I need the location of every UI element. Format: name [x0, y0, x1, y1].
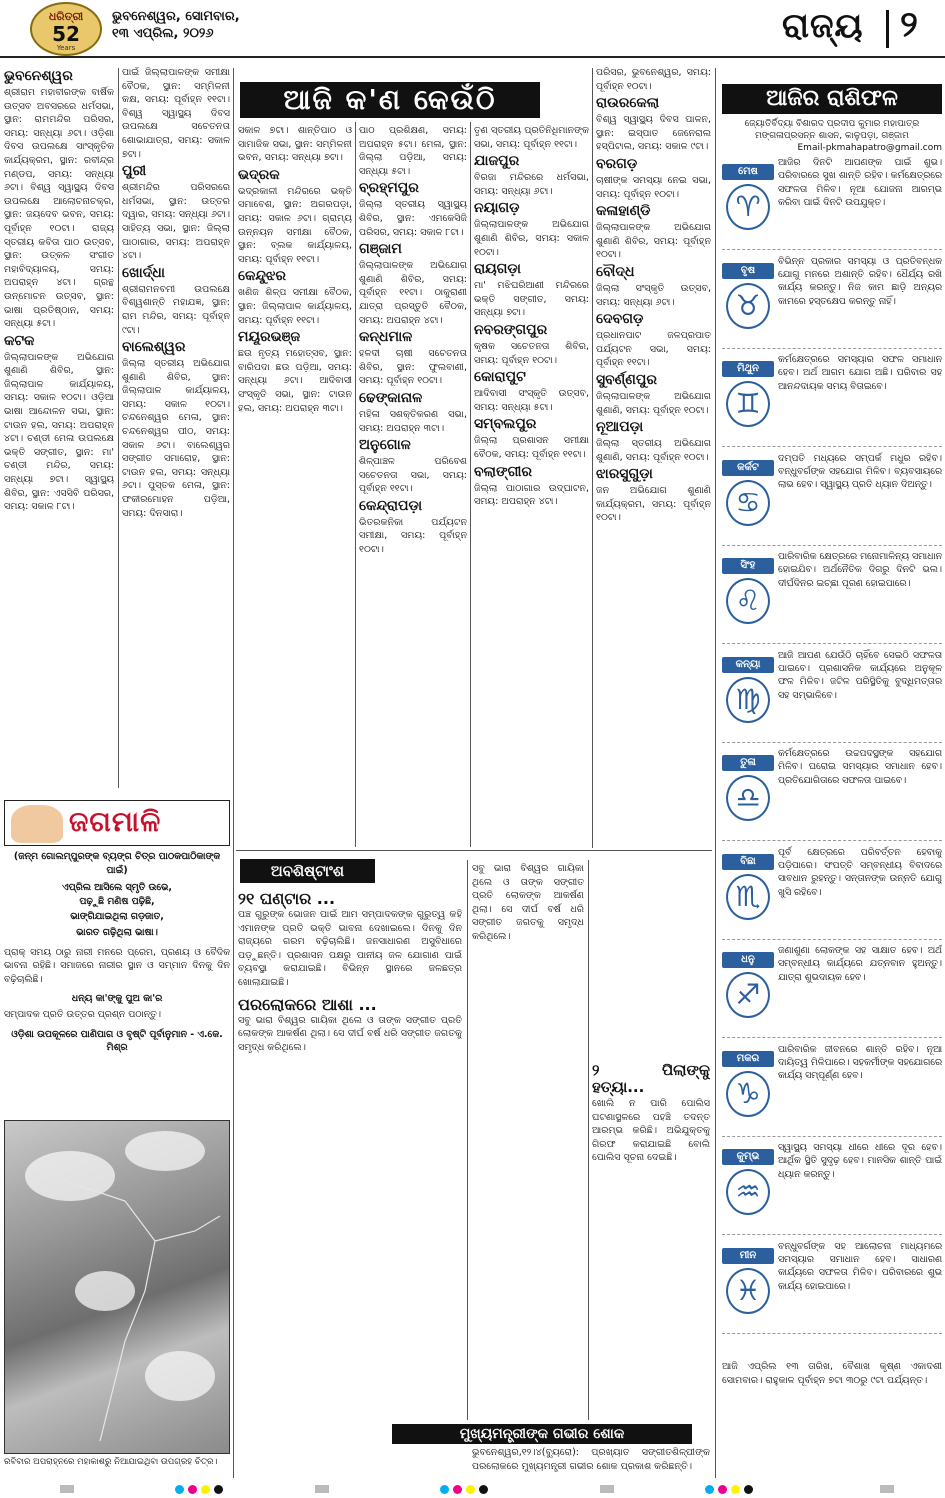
district-heading: ଢେଙ୍କାନାଳ — [359, 389, 423, 406]
horoscope-sign — [722, 747, 942, 842]
district-heading: ନୟାଗଡ଼ — [474, 200, 520, 217]
column-rule — [355, 122, 356, 847]
sign-name: ମିଥୁନ — [722, 361, 774, 377]
events-column-4 — [359, 124, 467, 846]
sign-prediction: ପାରିବାରିକ କ୍ଷେତ୍ରରେ ମନୋମାଳିନ୍ୟ ସମାଧାନ ହୋଇଯିବ। ଅର୍ଥନୈତିକ ଦିଗରୁ ଦିନଟି ଭଲ। ଦୀର୍ଘଦିନର ଇଚ୍ଛା ପୂରଣ ହୋଇପାରେ। — [778, 551, 942, 589]
black-dot — [479, 1485, 488, 1494]
district-heading: ଅନୁଗୋଳ — [359, 437, 411, 454]
sign-divider — [722, 1333, 942, 1334]
sign-name: କର୍କଟ — [722, 460, 774, 476]
sign-name: ସିଂହ — [722, 558, 774, 574]
newspaper-logo — [30, 2, 102, 56]
event-listing: ଜନ ଅଭିଯୋଗ ଶୁଣାଣି କାର୍ଯ୍ୟକ୍ରମ, ସମୟ: ପୂର୍ବାହ୍ନ ୧୦ଟା। — [596, 485, 711, 524]
cartoon-figures — [11, 805, 63, 843]
events-banner: ଆଜି କ'ଣ କେଉଁଠି — [240, 82, 540, 118]
event-listing: ଜିଲ୍ଲାପାଳଙ୍କ ଅଭିଯୋଗ ଶୁଣାଣି ଶିବିର, ସମୟ: ପୂର୍ବାହ୍ନ ୧୧ଟା। ଠାକୁରାଣୀ ଯାତ୍ରା ପ୍ରସ୍ତୁତି ବୈଠକ, ସମୟ: ଅପରାହ୍ନ ୪ଟା। — [359, 260, 467, 326]
district-heading: ଝାରସୁଗୁଡ଼ା — [596, 466, 653, 483]
sign-name: ତୁଳା — [722, 755, 774, 771]
magenta-dot — [453, 1485, 462, 1494]
horoscope-title: ଆଜିର ରାଶିଫଳ — [722, 84, 942, 114]
district-heading: ରାୟଗଡ଼ା — [474, 261, 521, 278]
continued-column-1 — [238, 888, 462, 1478]
events-column-5 — [474, 124, 589, 846]
event-listing: ବିରଜା ମନ୍ଦିରରେ ଧର୍ମସଭା, ସମୟ: ସନ୍ଧ୍ୟା ୬ଟା। — [474, 172, 589, 197]
horoscope-sign — [722, 452, 942, 547]
story-body: ସବୁ ଭାରା ବିଶ୍ୱର ଗାୟିକା ଥିଲେ ଓ ତାଙ୍କ ସଙ୍ଗୀତ ପ୍ରତି ଲୋକଙ୍କ ଆକର୍ଷଣ ଥିଲା। ସେ ଦୀର୍ଘ ବର୍ଷ ଧରି ସଙ୍ଗୀତ ଜଗତକୁ ସମୃଦ୍ଧ କରିଥିଲେ। — [472, 863, 584, 942]
column-rule — [592, 68, 593, 848]
story-body: ଖୋଲି ନ ପାରି ପୋଲିସ ଘଟଣାସ୍ଥଳରେ ପହଞ୍ଚି ତଦନ୍ତ ଆରମ୍ଭ କରିଛି। ଅଭିଯୁକ୍ତକୁ ଗିରଫ କରାଯାଇଛି ବୋଲି ପୋଲିସ ସୂଚନା ଦେଇଛି। — [592, 1098, 710, 1164]
zodiac-icon: ♓ — [726, 1268, 770, 1314]
sign-name: ମେଷ — [722, 164, 774, 180]
horoscope-sign — [722, 649, 942, 744]
event-listing: ଜିଲ୍ଲାପାଳଙ୍କ ଅଭିଯୋଗ ଶୁଣାଣି ଶିବିର, ସମୟ: ସକାଳ ୧୦ଟା। — [474, 219, 589, 258]
district-heading: ଦେବଗଡ଼ — [596, 311, 644, 328]
events-column-6 — [596, 66, 711, 846]
yellow-dot — [201, 1485, 210, 1494]
horoscope-byline — [722, 118, 942, 154]
sign-divider — [722, 348, 942, 349]
event-listing: ପାଇଁ ଜିଲ୍ଲାପାଳଙ୍କ ସମୀକ୍ଷା ବୈଠକ, ସ୍ଥାନ: ସମ୍ମିଳନୀ କକ୍ଷ, ସମୟ: ପୂର୍ବାହ୍ନ ୧୧ଟା। ବିଶ୍ୱ ସ୍ୱାସ୍ଥ୍ୟ ଦିବସ ଉପଲକ୍ଷେ ସଚେତନତା ଶୋଭାଯାତ୍ରା, ସମୟ: ସକାଳ ୭ଟା। — [122, 67, 230, 160]
jagamali-poem-line: ପଢ଼ୁଛି ମଣିଷ ପଢ଼ିଛି, — [79, 895, 155, 907]
column-rule — [588, 860, 589, 1420]
event-listing: ଜିଲ୍ଲା ସ୍ତରୀୟ ସ୍ୱାସ୍ଥ୍ୟ ଶିବିର, ସ୍ଥାନ: ଏମକେସିଜି ପରିସର, ସମୟ: ସକାଳ ୮ଟା। — [359, 199, 467, 238]
horoscope-sign — [722, 846, 942, 941]
district-heading: ସୁବର୍ଣ୍ଣପୁର — [596, 371, 657, 388]
story-body: ପଞ୍ଚ ଗୁରୁଙ୍କ ଭୋଜନ ପାଇଁ ଆମ ସମ୍ପାଦକଙ୍କ ଗୁରୁତ୍ୱ କହି ଏମାନଙ୍କ ପ୍ରତି ଭକ୍ତି ଭାବନା ଦେଖାଇଲେ। ଦିନକୁ ଦିନ ରାଜ୍ୟରେ ଗରମ ବଢ଼ିଚାଲିଛି। ଜନସାଧାରଣ ଅସୁବିଧାରେ ପଡ଼ୁଛନ୍ତି। ପ୍ରଶାସନ ପକ୍ଷରୁ ପାନୀୟ ଜଳ ଯୋଗାଣ ପାଇଁ ବ୍ୟବସ୍ଥା କରାଯାଇଛି। ବିଭିନ୍ନ ସ୍ଥାନରେ ଜଳଛତ୍ର ଖୋଲାଯାଇଛି। — [238, 909, 462, 988]
black-dot — [214, 1485, 223, 1494]
sign-divider — [722, 446, 942, 447]
sign-divider — [722, 840, 942, 841]
cyan-dot — [175, 1485, 184, 1494]
satellite-weather-image — [4, 1120, 230, 1454]
jagamali-quote: ଧନ୍ୟ କା'ଙ୍କୁ ପୁଅ କା'ର — [71, 993, 163, 1005]
jagamali-subtitle: (ଜନ୍ମ ଗୋଲମ୍ପୁରଙ୍କ ବ୍ୟଙ୍ଗ ଚିତ୍ର ପାଠକପାଠିକାଙ୍କ ପାଇଁ) — [13, 851, 221, 876]
event-listing: ଜିଲ୍ଲାପାଳଙ୍କ ଅଭିଯୋଗ ଶୁଣାଣି ଶିବିର, ସମୟ: ପୂର୍ବାହ୍ନ ୧୦ଟା। — [596, 222, 711, 261]
story-title: ୨ ପିଲାଙ୍କୁ ହତ୍ୟା... — [592, 1061, 710, 1096]
story-body: ଭୁବନେଶ୍ୱର,୧୨।୪(ବ୍ୟୁରୋ): ପ୍ରଖ୍ୟାତ ସଙ୍ଗୀତଶିଳ୍ପୀଙ୍କ ପରଲୋକରେ ମୁଖ୍ୟମନ୍ତ୍ରୀ ଗଭୀର ଶୋକ ପ୍ରକାଶ କରିଛନ୍ତି। — [472, 1447, 710, 1472]
zodiac-icon: ♎ — [726, 775, 770, 821]
event-listing: ତୃଣ ସ୍ତରୀୟ ପ୍ରତିନିଧିମାନଙ୍କ ସଭା, ସମୟ: ପୂର୍ବାହ୍ନ ୧୧ଟା। — [474, 125, 589, 150]
district-heading: ବରଗଡ଼ — [596, 155, 638, 172]
logo-name: ଧରିତ୍ରୀ — [48, 10, 84, 23]
zodiac-icon: ♐ — [726, 972, 770, 1018]
event-listing: ଶିଳ୍ପାଞ୍ଚଳ ପରିବେଶ ସଚେତନତା ସଭା, ସମୟ: ପୂର୍ବାହ୍ନ ୧୧ଟା। — [359, 456, 467, 495]
magenta-dot — [718, 1485, 727, 1494]
event-listing: ଜିଲ୍ଲା ପ୍ରଶାସନ ସମୀକ୍ଷା ବୈଠକ, ସମୟ: ପୂର୍ବାହ୍ନ ୧୧ଟା। — [474, 435, 589, 460]
jagamali-note: ସମ୍ପାଦକ ପ୍ରତି ଉତ୍ତର ପ୍ରଶ୍ନ ପଠାନ୍ତୁ। — [4, 1008, 161, 1020]
district-heading: କଟକ — [4, 332, 35, 349]
event-listing: ପ୍ରଧାନପାଟ ଜଳପ୍ରପାତ ପର୍ଯ୍ୟଟନ ସଭା, ସମୟ: ପୂର୍ବାହ୍ନ ୧୧ଟା। — [596, 330, 711, 369]
event-listing: ଜିଲ୍ଲାପାଳଙ୍କ ଅଭିଯୋଗ ଶୁଣାଣି ଶିବିର, ସ୍ଥାନ: ଜିଲ୍ଲାପାଳ କାର୍ଯ୍ୟାଳୟ, ସମୟ: ସକାଳ ୧୦ଟା। ଓଡ଼ିଆ ଭାଷା ଆନ୍ଦୋଳନ ସଭା, ସ୍ଥାନ: ଟାଉନ ହଲ, ସମୟ: ଅପରାହ୍ନ ୪ଟା। ଚଣ୍ଡୀ ମେଳା ଉପଲକ୍ଷେ ଭକ୍ତି ସଙ୍ଗୀତ, ସ୍ଥାନ: ମା' ଚଣ୍ଡୀ ମନ୍ଦିର, ସମୟ: ସନ୍ଧ୍ୟା ୭ଟା। ସ୍ୱାସ୍ଥ୍ୟ ଶିବିର, ସ୍ଥାନ: ଏସସିବି ପରିସର, ସମୟ: ସକାଳ ୮ଟା। — [4, 351, 114, 513]
event-listing: କୃଷକ ସଚେତନତା ଶିବିର, ସମୟ: ପୂର୍ବାହ୍ନ ୧୦ଟା। — [474, 340, 589, 366]
section-divider — [886, 10, 889, 48]
sign-prediction: କର୍ମକ୍ଷେତ୍ରରେ ଉଚ୍ଚପଦସ୍ଥଙ୍କ ସହଯୋଗ ମିଳିବ। ଘରୋଇ ସମସ୍ୟାର ସମାଧାନ ହେବ। ପ୍ରତିଯୋଗିତାରେ ସଫଳତା ପାଇବେ। — [778, 748, 942, 786]
black-dot — [744, 1485, 753, 1494]
sign-divider — [722, 742, 942, 743]
dateline-date: ୧୩ ଏପ୍ରିଲ, ୨୦୨୬ — [112, 26, 214, 41]
sign-divider — [722, 545, 942, 546]
yellow-dot — [731, 1485, 740, 1494]
dateline — [112, 8, 240, 42]
image-caption: ରବିବାର ଅପରାହ୍ନରେ ମହାକାଶରୁ ନିଆଯାଇଥିବା ଉପଗ୍ରହ ଚିତ୍ର। — [4, 1457, 218, 1467]
story-title: ମୁଖ୍ୟମନ୍ତ୍ରୀଙ୍କ ଗଭୀର ଶୋକ — [392, 1424, 692, 1444]
column-rule — [470, 122, 471, 847]
jagamali-poem-line: ଏପ୍ରିଲ ଆସିଲେ ସ୍ମୃତି ଉଭେ, — [62, 882, 172, 894]
event-listing: ଛଉ ନୃତ୍ୟ ମହୋତ୍ସବ, ସ୍ଥାନ: ବାରିପଦା ଛଉ ପଡ଼ିଆ, ସମୟ: ସନ୍ଧ୍ୟା ୬ଟା। ଆଦିବାସୀ ସଂସ୍କୃତି ସଭା, ସ୍ଥାନ: ଟାଉନ ହଲ, ସମୟ: ଅପରାହ୍ନ ୩ଟା। — [238, 348, 352, 414]
event-listing: ମା' ମଝିଘରିଆଣୀ ମନ୍ଦିରରେ ଭକ୍ତି ସଙ୍ଗୀତ, ସମୟ: ସନ୍ଧ୍ୟା ୭ଟା। — [474, 280, 589, 319]
story-body: ସବୁ ଭାରା ବିଶ୍ୱର ଗାୟିକା ଥିଲେ ଓ ତାଙ୍କ ସଙ୍ଗୀତ ପ୍ରତି ଲୋକଙ୍କ ଆକର୍ଷଣ ଥିଲା। ସେ ଦୀର୍ଘ ବର୍ଷ ଧରି ସଙ୍ଗୀତ ଜଗତକୁ ସମୃଦ୍ଧ କରିଥିଲେ। — [238, 1014, 462, 1053]
event-listing: ପାଠ ପ୍ରଶିକ୍ଷଣ, ସମୟ: ଅପରାହ୍ନ ୫ଟା। ମେଳା, ସ୍ଥାନ: ଜିଲ୍ଲା ପଡ଼ିଆ, ସମୟ: ସନ୍ଧ୍ୟା ୫ଟା। — [359, 125, 467, 177]
sign-name: କନ୍ୟା — [722, 657, 774, 673]
event-listing: ଶ୍ରୀମନ୍ଦିର ପରିସରରେ ଧର୍ମସଭା, ସ୍ଥାନ: ଉତ୍ତର ଦ୍ୱାର, ସମୟ: ସନ୍ଧ୍ୟା ୬ଟା। ସାହିତ୍ୟ ସଭା, ସ୍ଥାନ: ଜିଲ୍ଲା ପାଠାଗାର, ସମୟ: ଅପରାହ୍ନ ୪ଟା। — [122, 182, 230, 262]
registration-bar — [600, 1485, 614, 1493]
sign-prediction: କର୍ମକ୍ଷେତ୍ରରେ ସମସ୍ୟାର ସଫଳ ସମାଧାନ ହେବ। ଅର୍ଥ ଆଗମ ଯୋଗ ଅଛି। ପରିବାର ସହ ଆନନ୍ଦଦାୟକ ସମୟ ବିତାଇବେ। — [778, 354, 942, 392]
sign-divider — [722, 643, 942, 644]
event-listing: ଆଦିବାସୀ ସଂସ୍କୃତି ଉତ୍ସବ, ସମୟ: ସନ୍ଧ୍ୟା ୫ଟା। — [474, 388, 589, 413]
story-title: ୨୧ ଘଣ୍ଟାର ... — [238, 889, 336, 908]
sign-divider — [722, 249, 942, 250]
sign-prediction: ଆଜି ଆପଣ ଯେଉଁଠି ଚାହିଁବେ ସେଇଠି ସଫଳତା ପାଇବେ। ପ୍ରଶାସନିକ କାର୍ଯ୍ୟରେ ଅନୁକୂଳ ଫଳ ମିଳିବ। ଜଟିଳ ପରିସ୍ଥିତିକୁ ବୁଦ୍ଧିମତ୍ତାର ସହ ସମ୍ଭାଳିବେ। — [778, 649, 942, 701]
district-heading: ଭୁବନେଶ୍ୱର — [4, 68, 73, 84]
astrologer-email: Email-pkmahapatro@gmail.com — [797, 143, 942, 153]
district-heading: ନୂଆପଡ଼ା — [596, 419, 644, 436]
continued-column-2 — [472, 862, 584, 1422]
horoscope-sign — [722, 550, 942, 645]
jagamali-poem-line: ଭାଙ୍ଗିଯାଇଥିଲା ଗଡ଼ଜାତ, — [70, 911, 164, 923]
sign-name: ଧନୁ — [722, 952, 774, 968]
sign-prediction: ଦମ୍ପତି ମଧ୍ୟରେ ସମ୍ପର୍କ ମଧୁର ରହିବ। ବନ୍ଧୁବର୍ଗଙ୍କ ସହଯୋଗ ମିଳିବ। ବ୍ୟବସାୟରେ ଲାଭ ହେବ। ସ୍ୱାସ୍ଥ୍ୟ ପ୍ରତି ଧ୍ୟାନ ଦିଅନ୍ତୁ। — [778, 452, 942, 491]
sign-name: ବିଛା — [722, 854, 774, 870]
jagamali-poem-line: ଭାରତ ଗଢ଼ିଥିଲା ଭାଷା। — [76, 926, 158, 938]
weather-caption: ଓଡ଼ିଶା ଉପକୂଳରେ ପାଣିପାଗ ଓ ବୃଷ୍ଟି ପୂର୍ବାନୁମାନ - ଏ.କେ. ମିଶ୍ର — [11, 1028, 223, 1054]
district-heading: ଯାଜପୁର — [474, 153, 520, 170]
sign-name: ବୃଷ — [722, 263, 774, 279]
horoscope-sign — [722, 353, 942, 448]
horoscope-sign — [722, 156, 942, 251]
sign-divider — [722, 1136, 942, 1137]
continued-stories-tag: ଅବଶିଷ୍ଟାଂଶ — [240, 859, 375, 883]
sign-divider — [722, 1234, 942, 1235]
sign-prediction: ଜଣାଶୁଣା ଲୋକଙ୍କ ସହ ସାକ୍ଷାତ ହେବ। ଅର୍ଥ ସମ୍ବନ୍ଧୀୟ କାର୍ଯ୍ୟରେ ଯତ୍ନବାନ ହୁଅନ୍ତୁ। ଯାତ୍ରା ଶୁଭଦାୟକ ହେବ। — [778, 945, 942, 983]
event-listing: ଜିଲ୍ଲା ସ୍ତରୀୟ ଅଭିଯୋଗ ଶୁଣାଣି, ସମୟ: ପୂର୍ବାହ୍ନ ୧୦ଟା। — [596, 438, 711, 463]
sign-name: ମକର — [722, 1051, 774, 1067]
district-heading: କେନ୍ଦୁଝର — [238, 268, 287, 285]
event-listing: ଶ୍ରୀରାମନବମୀ ଉପଲକ୍ଷେ ବିଶ୍ୱଶାନ୍ତି ମହାଯଜ୍ଞ, ସ୍ଥାନ: ରାମ ମନ୍ଦିର, ସମୟ: ପୂର୍ବାହ୍ନ ୯ଟା। — [122, 283, 230, 336]
district-heading: ବଲାଙ୍ଗୀର — [474, 463, 532, 480]
column-rule — [233, 68, 234, 1478]
event-listing: ସକାଳ ୭ଟା। ଶାନ୍ତିପାଠ ଓ ସାମାଜିକ ସଭା, ସ୍ଥାନ: ସମ୍ମିଳନୀ ଭବନ, ସମୟ: ସନ୍ଧ୍ୟା ୭ଟା। — [238, 125, 352, 164]
column-rule — [715, 68, 716, 1478]
sign-prediction: ପାରିବାରିକ ଜୀବନରେ ଶାନ୍ତି ରହିବ। ନୂଆ ଦାୟିତ୍ୱ ମିଳିପାରେ। ସହକର୍ମୀଙ୍କ ସହଯୋଗରେ କାର୍ଯ୍ୟ ସମ୍ପୂର୍ଣ୍ଣ ହେବ। — [778, 1043, 942, 1082]
page-number: ୨ — [900, 4, 918, 45]
print-registration-marks — [0, 1482, 945, 1498]
horoscope-sign — [722, 1141, 942, 1236]
zodiac-icon: ♈ — [726, 184, 770, 230]
section-title: ରାଜ୍ୟ — [782, 6, 864, 46]
event-listing: ଜିଲ୍ଲାପାଳଙ୍କ ଅଭିଯୋଗ ଶୁଣାଣି, ସମୟ: ପୂର୍ବାହ୍ନ ୧୦ଟା। — [596, 390, 711, 416]
event-listing: ଖଣିଜ ଶିଳ୍ପ ସମୀକ୍ଷା ବୈଠକ, ସ୍ଥାନ: ଜିଲ୍ଲାପାଳ କାର୍ଯ୍ୟାଳୟ, ସମୟ: ପୂର୍ବାହ୍ନ ୧୧ଟା। — [238, 287, 352, 326]
district-heading: ରାଉରକେଲା — [596, 95, 660, 112]
zodiac-icon: ♋ — [726, 480, 770, 526]
sign-prediction: ଆଜିର ଦିନଟି ଆପଣଙ୍କ ପାଇଁ ଶୁଭ। ପରିବାରରେ ସୁଖ ଶାନ୍ତି ରହିବ। କର୍ମକ୍ଷେତ୍ରରେ ସଫଳତା ମିଳିବ। ନୂଆ ଯୋଜନା ଆରମ୍ଭ କରିବା ପାଇଁ ଦିନଟି ଉପଯୁକ୍ତ। — [778, 157, 942, 209]
registration-bar — [315, 1485, 329, 1493]
story-title: ପରଲୋକରେ ଆଶା ... — [238, 994, 377, 1014]
sign-divider — [722, 939, 942, 940]
jagamali-body: ପ୍ରାକ୍ ସମୟ ଠାରୁ ନାରୀ ମନରେ ପ୍ରେମ, ପ୍ରଣୟ ଓ ବୈଦିକ ଭାବନା ରହିଛି। ସମାଜରେ ନାରୀର ସ୍ଥାନ ଓ ସମ୍ମାନ ଦିନକୁ ଦିନ ବଢ଼ିଚାଲିଛି। — [4, 946, 230, 985]
event-listing: ଭଦ୍ରକାଳୀ ମନ୍ଦିରରେ ଭକ୍ତି ସମାବେଶ, ସ୍ଥାନ: ଅଗରପଡ଼ା, ସମୟ: ସକାଳ ୬ଟା। ଗ୍ରାମ୍ୟ ଉନ୍ନୟନ ସମୀକ୍ଷା ବୈଠକ, ସ୍ଥାନ: ବ୍ଲକ କାର୍ଯ୍ୟାଳୟ, ସମୟ: ପୂର୍ବାହ୍ନ ୧୧ଟା। — [238, 185, 352, 265]
event-listing: ପରିସର, ଭୁବନେଶ୍ୱର, ସମୟ: ପୂର୍ବାହ୍ନ ୧୦ଟା। — [596, 67, 711, 92]
district-heading: ବ୍ରହ୍ମପୁର — [359, 180, 419, 197]
yellow-dot — [466, 1485, 475, 1494]
district-heading: ଗଞ୍ଜାମ — [359, 241, 402, 258]
event-listing: ଭିତରକନିକା ପର୍ଯ୍ୟଟନ ସମୀକ୍ଷା, ସମୟ: ପୂର୍ବାହ୍ନ ୧୦ଟା। — [359, 516, 467, 556]
jagamali-title: ଜଗମାଳି — [69, 805, 162, 838]
jagamali-column — [4, 850, 230, 1112]
zodiac-icon: ♑ — [726, 1071, 770, 1117]
horoscope-sign — [722, 255, 942, 350]
sign-prediction: ପୂର୍ବ କ୍ଷେତ୍ରରେ ପରିବର୍ତ୍ତନ ହେବାକୁ ପଡ଼ିପାରେ। ସଂପତ୍ତି ସମ୍ବନ୍ଧୀୟ ବିବାଦରେ ସାବଧାନ ରୁହନ୍ତୁ। ସନ୍ତାନଙ୍କ ଉନ୍ନତି ଯୋଗୁ ଖୁସି ରହିବେ। — [778, 846, 942, 898]
events-column-2 — [122, 66, 230, 788]
logo-years-label: Years — [56, 44, 76, 52]
district-heading: ପୁରୀ — [122, 163, 147, 180]
events-column-3 — [238, 124, 352, 846]
district-heading: କନ୍ଧମାଳ — [359, 329, 413, 346]
district-heading: କୋରାପୁଟ — [474, 369, 526, 386]
section-rule — [236, 850, 712, 851]
horoscope-sign — [722, 1043, 942, 1138]
cyan-dot — [705, 1485, 714, 1494]
cyan-dot — [440, 1485, 449, 1494]
logo-years: 52 — [52, 22, 80, 46]
sign-prediction: ବିଭିନ୍ନ ପ୍ରକାର ସମସ୍ୟା ଓ ପ୍ରତିବନ୍ଧକ ଯୋଗୁ ମନରେ ଅଶାନ୍ତି ରହିବ। ଧୈର୍ଯ୍ୟ ରଖି କାର୍ଯ୍ୟ କରନ୍ତୁ। ନିଜ କାମ ଛାଡ଼ି ଅନ୍ୟର କାମରେ ହସ୍ତକ୍ଷେପ କରନ୍ତୁ ନାହିଁ। — [778, 255, 942, 307]
sign-name: କୁମ୍ଭ — [722, 1149, 774, 1165]
district-heading: କେନ୍ଦ୍ରାପଡ଼ା — [359, 497, 423, 514]
sign-prediction: ସ୍ୱାସ୍ଥ୍ୟ ସମସ୍ୟା ଧୀରେ ଧୀରେ ଦୂର ହେବ। ଆର୍ଥିକ ସ୍ଥିତି ସୁଦୃଢ଼ ହେବ। ମାନସିକ ଶାନ୍ତି ପାଇଁ ଧ୍ୟାନ କରନ୍ତୁ। — [778, 1142, 942, 1180]
event-listing: ଜିଲ୍ଲା ସଂସ୍କୃତି ଉତ୍ସବ, ସମୟ: ସନ୍ଧ୍ୟା ୬ଟା। — [596, 282, 711, 308]
district-heading: ସମ୍ବଲପୁର — [474, 416, 537, 433]
coastline-outline — [5, 1121, 230, 1454]
zodiac-icon: ♒ — [726, 1169, 770, 1215]
district-heading: ମୟୂରଭଞ୍ଜ — [238, 329, 301, 346]
event-listing: ବିଶ୍ୱ ସ୍ୱାସ୍ଥ୍ୟ ଦିବସ ପାଳନ, ସ୍ଥାନ: ଇସ୍ପାତ ଜେନେରାଲ ହସ୍ପିଟାଲ, ସମୟ: ସକାଳ ୯ଟା। — [596, 114, 711, 153]
event-listing: ମହିଳା ସଶକ୍ତିକରଣ ସଭା, ସମୟ: ଅପରାହ୍ନ ୩ଟା। — [359, 408, 467, 434]
zodiac-icon: ♉ — [726, 283, 770, 329]
masthead — [0, 0, 945, 58]
zodiac-icon: ♌ — [726, 578, 770, 624]
sign-prediction: ବନ୍ଧୁବର୍ଗଙ୍କ ସହ ଆଲୋଚନା ମାଧ୍ୟମରେ ସମସ୍ୟାର ସମାଧାନ ହେବ। ସାଧାରଣ କାର୍ଯ୍ୟରେ ସଫଳତା ମିଳିବ। ପରିବାରରେ ଶୁଭ କାର୍ଯ୍ୟ ହୋଇପାରେ। — [778, 1240, 942, 1292]
sign-divider — [722, 1037, 942, 1038]
district-heading: ବାଲେଶ୍ୱର — [122, 339, 186, 356]
event-listing: ଜିଲ୍ଲା ସ୍ତରୀୟ ଅଭିଯୋଗ ଶୁଣାଣି ଶିବିର, ସ୍ଥାନ: ଜିଲ୍ଲାପାଳ କାର୍ଯ୍ୟାଳୟ, ସମୟ: ସକାଳ ୧୦ଟା। ଚନ୍ଦନେଶ୍ୱର ମେଳା, ସ୍ଥାନ: ଚନ୍ଦନେଶ୍ୱର ପୀଠ, ସମୟ: ସକାଳ ୬ଟା। ବାଲେଶ୍ୱର ସଙ୍ଗୀତ ସମାରୋହ, ସ୍ଥାନ: ଟାଉନ ହଲ, ସମୟ: ସନ୍ଧ୍ୟା ୬ଟା। ପୁସ୍ତକ ମେଳା, ସ୍ଥାନ: ଫକୀରମୋହନ ପଡ଼ିଆ, ସମୟ: ଦିନସାରା। — [122, 358, 230, 519]
column-rule — [467, 860, 468, 1420]
registration-bar — [60, 1485, 74, 1493]
events-column-1 — [4, 66, 114, 788]
horoscope-sign — [722, 944, 942, 1039]
astrologer-name: ଜ୍ୟୋତିର୍ବିଦ୍ୟା ବିଶାରଦ ପ୍ରଦୀପ କୁମାର ମହାପାତ୍ର — [744, 119, 920, 129]
zodiac-icon: ♊ — [726, 381, 770, 427]
district-heading: ଖୋର୍ଦ୍ଧା — [122, 264, 165, 281]
district-heading: ଭଦ୍ରକ — [238, 166, 280, 183]
jagamali-cartoon-header — [4, 800, 230, 846]
event-listing: ଶ୍ରୀରାମ ମହାବୀରଙ୍କ ବାର୍ଷିକ ଉତ୍ସବ ଅବସରରେ ଧର୍ମସଭା, ସ୍ଥାନ: ରାମମନ୍ଦିର ପରିସର, ସମୟ: ସନ୍ଧ୍ୟା ୬ଟା। ଓଡ଼ିଶା ଦିବସ ଉପଲକ୍ଷେ ସାଂସ୍କୃତିକ କାର୍ଯ୍ୟକ୍ରମ, ସ୍ଥାନ: ରବୀନ୍ଦ୍ର ମଣ୍ଡପ, ସମୟ: ସନ୍ଧ୍ୟା ୬ଟା। ବିଶ୍ୱ ସ୍ୱାସ୍ଥ୍ୟ ଦିବସ ଉପଲକ୍ଷେ ଆଲୋଚନାଚକ୍ର, ସ୍ଥାନ: ଜୟଦେବ ଭବନ, ସମୟ: ପୂର୍ବାହ୍ନ ୧୦ଟା। ରାଜ୍ୟ ସ୍ତରୀୟ କବିତା ପାଠ ଉତ୍ସବ, ସ୍ଥାନ: ଉତ୍କଳ ସଂଗୀତ ମହାବିଦ୍ୟାଳୟ, ସମୟ: ଅପରାହ୍ନ ୪ଟା। ଗ୍ରନ୍ଥ ଉନ୍ମୋଚନ ଉତ୍ସବ, ସ୍ଥାନ: ଭାଷା ପ୍ରତିଷ୍ଠାନ, ସମୟ: ସନ୍ଧ୍ୟା ୫ଟା। — [4, 87, 114, 330]
magenta-dot — [188, 1485, 197, 1494]
registration-bar — [880, 1485, 894, 1493]
continued-column-3 — [592, 862, 710, 1422]
zodiac-icon: ♍ — [726, 677, 770, 723]
astrologer-address: ମଙ୍ଗଳାପ୍ରସନ୍ନ ଶାସନ, କାଳୁପଡ଼ା, ଗଞ୍ଜାମ — [755, 131, 909, 141]
dateline-day: ଭୁବନେଶ୍ୱର, ସୋମବାର, — [112, 9, 240, 24]
column-rule — [118, 68, 119, 788]
event-listing: ଚାଷୀଙ୍କ ସମସ୍ୟା ନେଇ ସଭା, ସମୟ: ପୂର୍ବାହ୍ନ ୧୦ଟା। — [596, 174, 711, 200]
district-heading: ନବରଙ୍ଗପୁର — [474, 321, 548, 338]
sign-name: ମୀନ — [722, 1248, 774, 1264]
event-listing: ହଳଦୀ ଚାଷୀ ସଚେତନତା ଶିବିର, ସ୍ଥାନ: ଫୁଲବାଣୀ, ସମୟ: ପୂର୍ବାହ୍ନ ୧୦ଟା। — [359, 348, 467, 387]
zodiac-icon: ♏ — [726, 874, 770, 920]
event-listing: ଜିଲ୍ଲା ପାଠାଗାର ଉଦ୍‌ଘାଟନ, ସମୟ: ଅପରାହ୍ନ ୪ଟା। — [474, 482, 589, 508]
district-heading: କଳାହାଣ୍ଡି — [596, 203, 651, 220]
district-heading: ବୌଦ୍ଧ — [596, 263, 635, 280]
almanac-footer: ଆଜି ଏପ୍ରିଲ ୧୩ ତାରିଖ, ବୈଶାଖ କୃଷ୍ଣ ଏକାଦଶୀ ସୋମବାର। ରାହୁକାଳ ପୂର୍ବାହ୍ନ ୭ଟା ୩୦ରୁ ୯ଟା ପର୍ଯ୍ୟନ୍ତ। — [722, 1361, 942, 1386]
horoscope-sign — [722, 1240, 942, 1335]
